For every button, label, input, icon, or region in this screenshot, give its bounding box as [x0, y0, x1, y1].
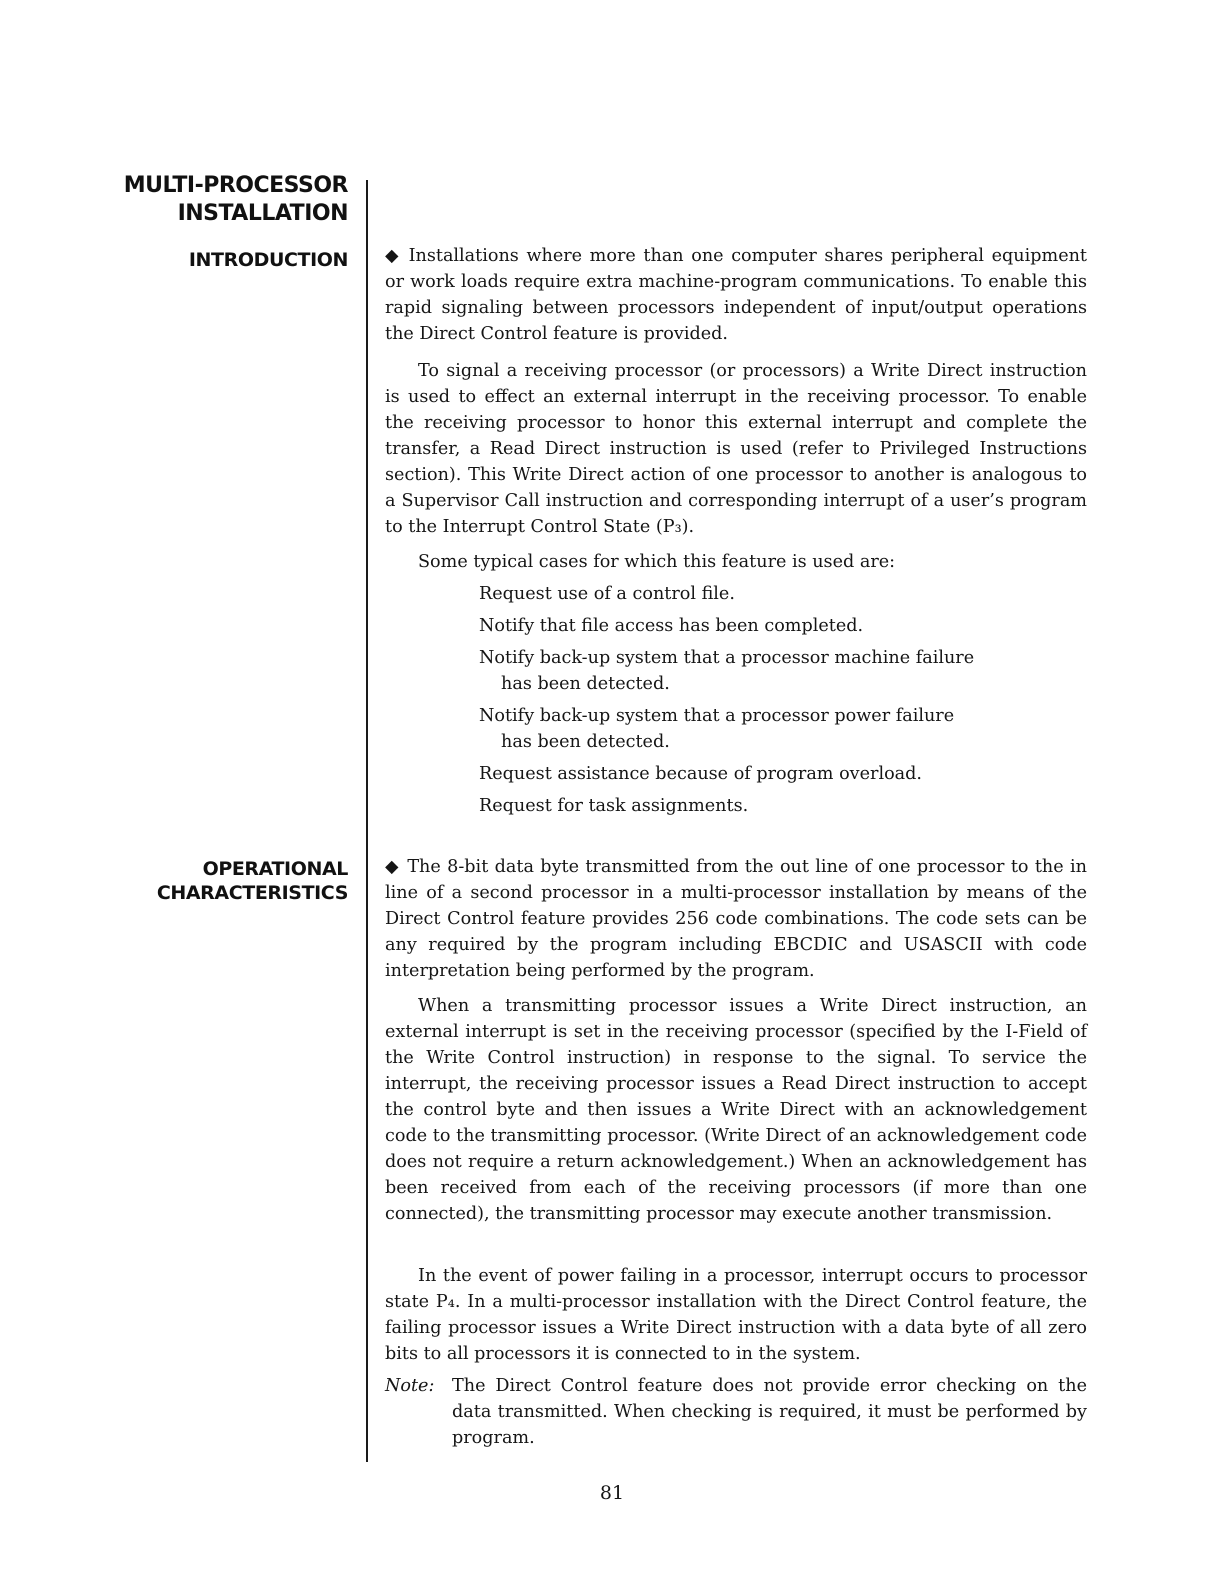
typical-cases-list [479, 581, 1039, 825]
note-label: Note: [385, 1376, 435, 1396]
intro-paragraph-2 [385, 358, 1087, 540]
operational-paragraph-1 [385, 854, 1087, 984]
diamond-bullet-icon: ◆ [385, 857, 400, 877]
intro-paragraph-2-text: To signal a receiving processor (or processors) a Write Direct instruction is used to effect an external interrupt in the receiving processor. To enable the receiving processor to honor this external interrupt and complete the transfer, a Read Direct instruction is used (refer to Privileged Instructions section). This Write Direct action of one processor to another is analogous to a Supervisor Call instruction and corresponding interrupt of a user’s program to the Interrupt Control State (P₃). [385, 361, 1087, 537]
operational-paragraph-1-text: The 8-bit data byte transmitted from the out line of one processor to the in line of a second processor in a multi-processor installation by means of the Direct Control feature provides 256 code combinations. The code sets can be any required by the program including EBCDIC and USASCII with code interpretation being performed by the program. [385, 857, 1087, 981]
section-title-line1: MULTI-PROCESSOR [123, 173, 348, 198]
section-title [124, 172, 348, 228]
vertical-margin-rule [366, 180, 368, 1462]
operational-paragraph-2-text: When a transmitting processor issues a Write Direct instruction, an external interrupt is set in the receiving processor (specified by the I-Field of the Write Control instruction) in response to the signal. To service the interrupt, the receiving processor issues a Read Direct instruction to accept the control byte and then issues a Write Direct with an acknowledgement code to the transmitting processor. (Write Direct of an acknowledgement code does not require a return acknowledgement.) When an acknowledgement has been received from each of the receiving processors (if more than one connected), the transmitting processor may execute another transmission. [385, 996, 1087, 1224]
list-item: Request for task assignments. [479, 796, 749, 816]
note-text: The Direct Control feature does not provide error checking on the data transmitted. When checking is required, it must be performed by program. [452, 1376, 1087, 1448]
list-item: Notify that file access has been completed. [479, 616, 864, 636]
intro-paragraph-1-text: Installations where more than one computer shares peripheral equipment or work loads require extra machine-program communications. To enable this rapid signaling between processors independent of input/output operations the Direct Control feature is provided. [385, 246, 1088, 344]
section-title-line2: INSTALLATION [177, 201, 348, 226]
subheading-introduction: INTRODUCTION [188, 249, 348, 271]
subheading-operational-line1: OPERATIONAL [202, 858, 348, 880]
operational-paragraph-3-text: In the event of power failing in a processor, interrupt occurs to processor state P₄. In a multi-processor installation with the Direct Control feature, the failing processor issues a Write Direct instruction with a data byte of all zero bits to all processors it is connected to in the system. [385, 1266, 1087, 1364]
note-block [385, 1373, 1087, 1451]
operational-paragraph-3 [385, 1263, 1087, 1367]
page-number: 81 [599, 1482, 625, 1504]
list-item: Notify back-up system that a processor power failure has been detected. [479, 706, 955, 752]
list-item: Request assistance because of program overload. [479, 764, 923, 784]
list-item: Request use of a control file. [479, 584, 735, 604]
list-item: Notify back-up system that a processor machine failure has been detected. [479, 648, 975, 694]
diamond-bullet-icon: ◆ [385, 246, 401, 266]
subheading-operational-line2: CHARACTERISTICS [156, 882, 348, 904]
operational-paragraph-2 [385, 993, 1087, 1227]
subheading-operational-characteristics [157, 857, 348, 905]
intro-paragraph-3-text: Some typical cases for which this feature is used are: [418, 552, 896, 572]
intro-paragraph-1 [385, 243, 1087, 347]
intro-paragraph-3 [385, 549, 1087, 575]
